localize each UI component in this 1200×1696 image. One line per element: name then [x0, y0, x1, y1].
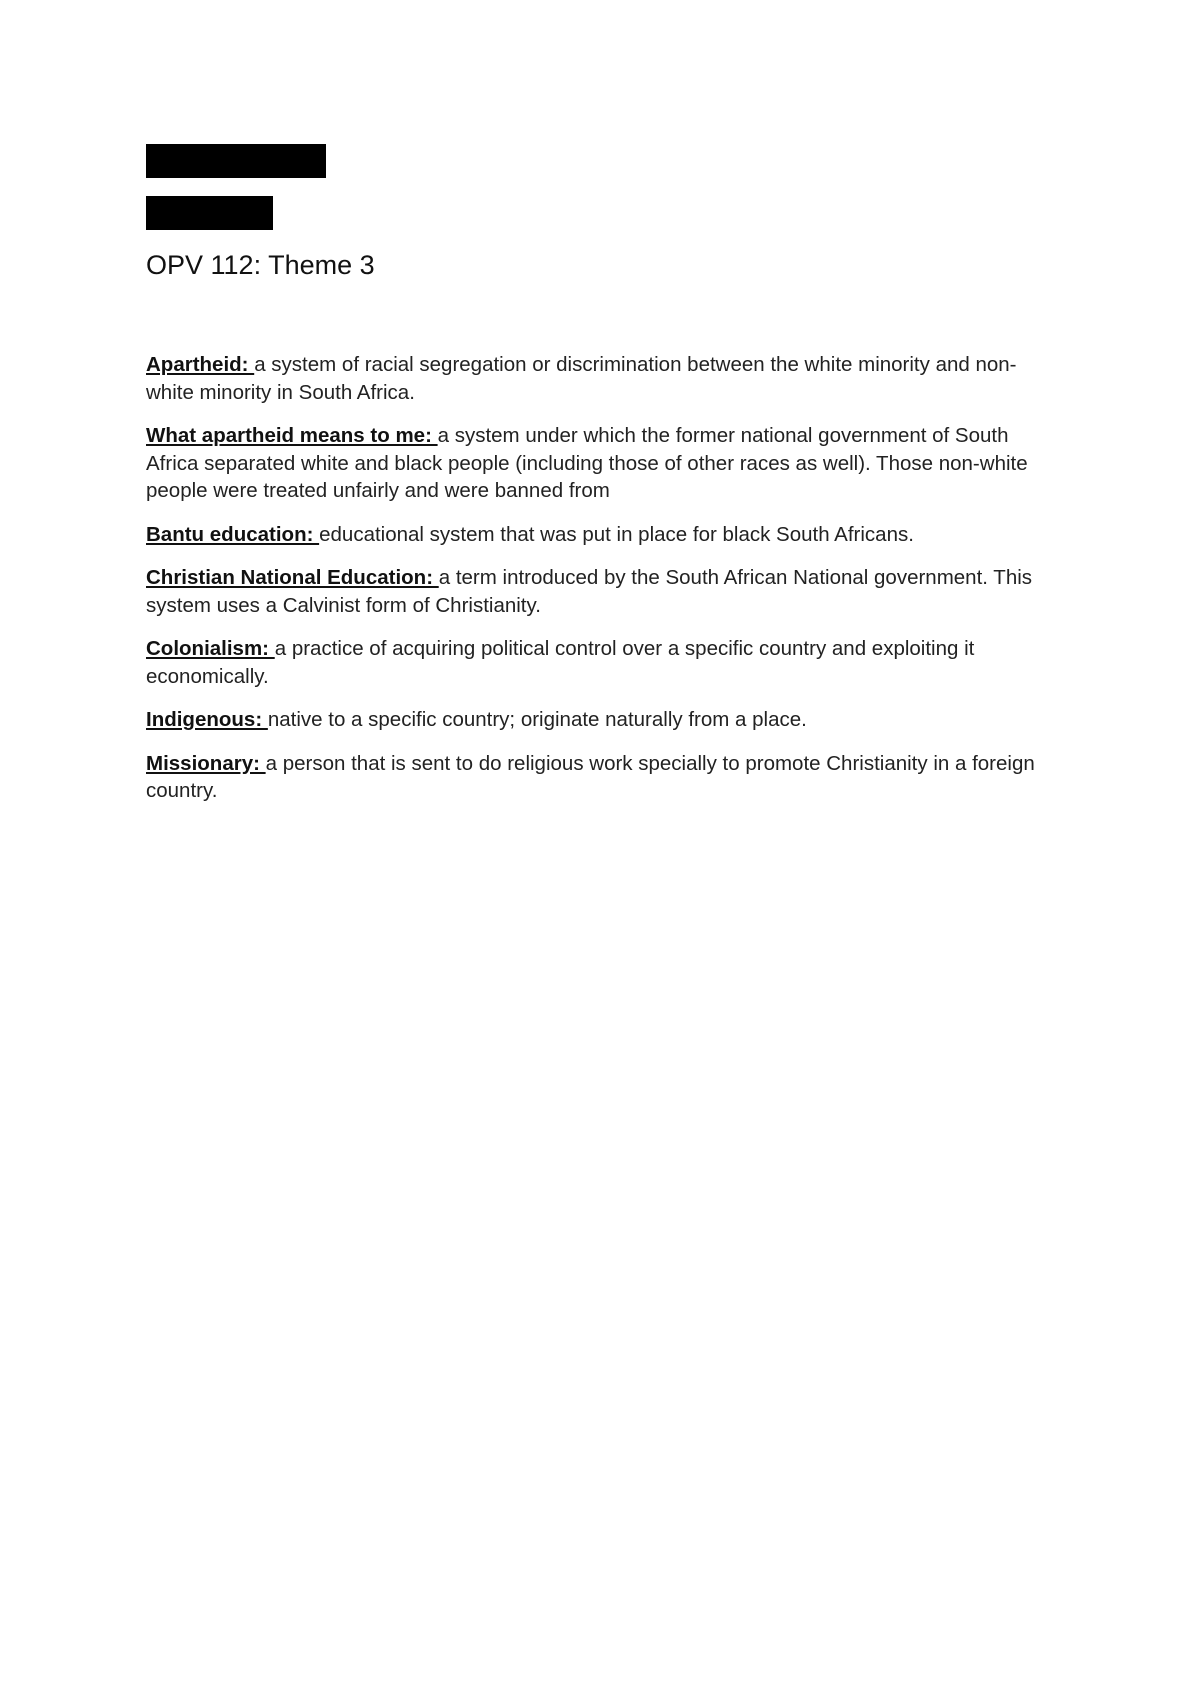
definition-term: Missionary: [146, 751, 266, 775]
redacted-student-number-block [146, 196, 273, 230]
definition-term: Indigenous: [146, 708, 268, 731]
definition-text: a system under which the former national government of South Africa separated white and black people (including those of other races as well). Those non-white people were treated unfairly and were banned from [146, 424, 1028, 502]
definition-text: a person that is sent to do religious work specially to promote Christianity in a foreign country. [146, 751, 1035, 802]
definition-term: Christian National Education: [146, 566, 439, 589]
definition-text: a term introduced by the South African National government. This system uses a Calvinist form of Christianity. [146, 566, 1033, 617]
definition-bantu-education [146, 521, 1061, 549]
definition-text: a system of racial segregation or discrimination between the white minority and non-white minority in South Africa. [146, 353, 1017, 404]
definition-text: educational system that was put in place for black South Africans. [319, 522, 914, 546]
definition-indigenous [146, 706, 1061, 734]
definitions-list [146, 351, 1061, 821]
definition-term: What apartheid means to me: [146, 424, 438, 447]
definition-christian-national-education [146, 564, 1061, 619]
definition-apartheid [146, 351, 1061, 406]
redacted-name-block [146, 144, 326, 178]
definition-text: native to a specific country; originate naturally from a place. [267, 708, 807, 731]
definition-missionary [146, 750, 1061, 805]
definition-colonialism [146, 635, 1061, 690]
definition-term: Bantu education: [146, 522, 320, 546]
document-title: OPV 112: Theme 3 [146, 250, 375, 280]
definition-what-apartheid-means [146, 422, 1061, 505]
definition-text: a practice of acquiring political control over a specific country and exploiting it economically. [146, 637, 975, 688]
definition-term: Apartheid: [146, 353, 255, 376]
definition-term: Colonialism: [146, 637, 275, 660]
